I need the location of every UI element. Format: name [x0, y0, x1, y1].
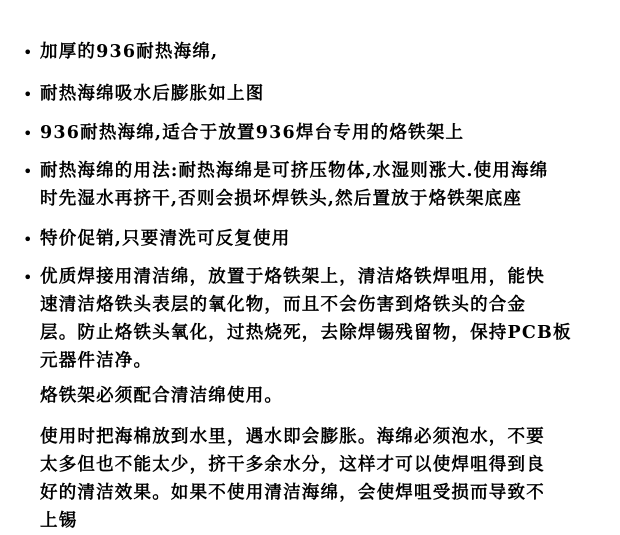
bullet-marker: •: [23, 43, 34, 62]
list-item-text: 元器件洁净。: [40, 351, 153, 371]
list-item-text: 优质焊接用清洁绵，放置于烙铁架上，清洁烙铁焊咀用，能快: [40, 267, 545, 287]
list-item-text: 特价促销,只要清洗可反复使用: [40, 229, 291, 249]
list-item: [23, 80, 618, 108]
list-item: [23, 38, 618, 66]
list-item-text: 936耐热海绵,适合于放置936焊台专用的烙铁架上: [40, 123, 465, 143]
paragraph: [40, 423, 618, 535]
bullet-marker: •: [23, 268, 34, 287]
bullet-marker: •: [23, 162, 34, 181]
list-item-text: 耐热海绵吸水后膨胀如上图: [40, 84, 265, 104]
paragraph-text: 烙铁架必须配合清洁绵使用。: [40, 386, 284, 406]
list-item: [23, 119, 618, 147]
list-item-text: 层。防止烙铁头氧化，过热烧死，去除焊锡残留物，保持PCB板: [40, 323, 572, 343]
paragraph: [40, 382, 618, 410]
list-item-text: 耐热海绵的用法:耐热海绵是可挤压物体,水湿则涨大.使用海绵: [40, 161, 549, 181]
list-item: [23, 157, 618, 213]
bullet-marker: •: [23, 85, 34, 104]
bullet-marker: •: [23, 230, 34, 249]
paragraph-text: 好的清洁效果。如果不使用清洁海绵，会使焊咀受损而导致不: [40, 483, 545, 503]
list-item-text: 加厚的936耐热海绵,: [40, 42, 219, 62]
paragraph-text: 使用时把海棉放到水里，遇水即会膨胀。海绵必须泡水，不要: [40, 427, 545, 447]
paragraph-text: 上锡: [40, 511, 78, 531]
list-item: [23, 263, 618, 375]
bullet-marker: •: [23, 124, 34, 143]
paragraph-text: 太多但也不能太少，挤干多余水分，这样才可以使焊咀得到良: [40, 455, 545, 475]
list-item: [23, 225, 618, 253]
list-item-text: 速清洁烙铁头表层的氧化物，而且不会伤害到烙铁头的合金: [40, 295, 527, 315]
list-item-text: 时先湿水再挤干,否则会损坏焊铁头,然后置放于烙铁架底座: [40, 189, 523, 209]
